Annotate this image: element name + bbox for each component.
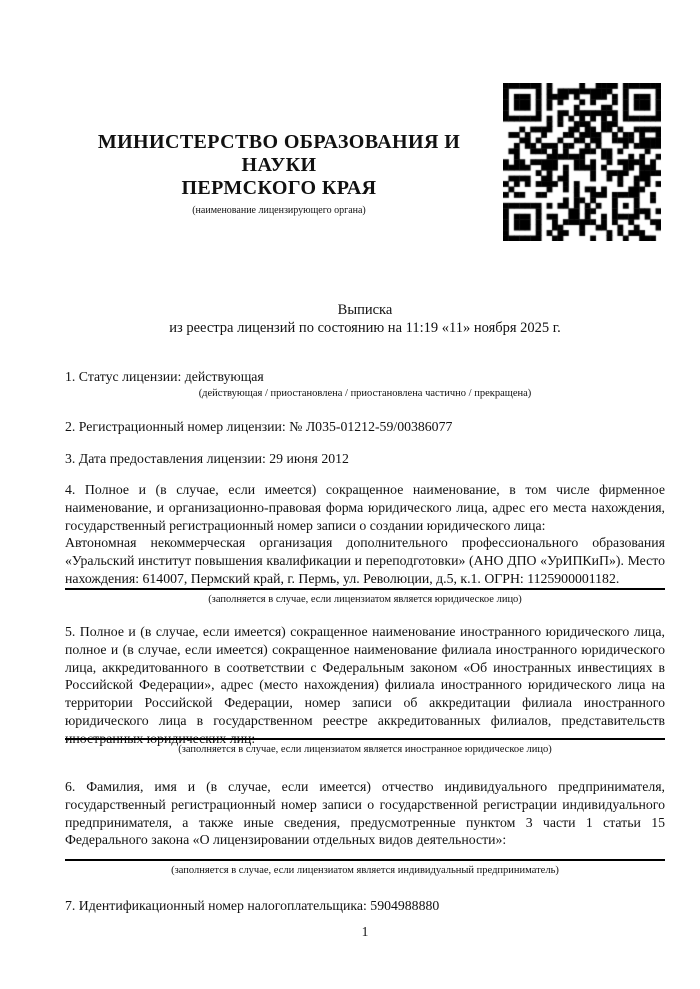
ministry-header xyxy=(63,131,495,217)
qr-code xyxy=(503,83,661,241)
item-4-legal-entity xyxy=(65,481,665,588)
item-5-foreign-entity: 5. Полное и (в случае, если имеется) сокращенное наименование иностранного юридического лица, полное и (в случае, если имеется) сокращенное наименование филиала иностранного юридического лица, аккредитованного в соответствии с Федеральным законом «Об иностранных инвестициях в Российской Федерации», адрес (место нахождения) филиала иностранного юридического лица на территории Российской Федерации, номер записи об аккредитации филиала иностранного юридического лица в государственном реестре аккредитованных филиалов, представительств иностранных юридических лиц: xyxy=(65,624,665,746)
ministry-name-line2: ПЕРМСКОГО КРАЯ xyxy=(181,177,377,199)
item-1-status: 1. Статус лицензии: действующая xyxy=(65,369,264,384)
separator-line-5 xyxy=(65,738,665,740)
item-6-caption: (заполняется в случае, если лицензиатом является индивидуальный предприниматель) xyxy=(171,865,559,876)
item-5-caption: (заполняется в случае, если лицензиатом является иностранное юридическое лицо) xyxy=(178,744,552,755)
item-3-grant-date: 3. Дата предоставления лицензии: 29 июня 2012 xyxy=(65,451,349,466)
item-7-inn: 7. Идентификационный номер налогоплательщика: 5904988880 xyxy=(65,898,440,913)
item-2-reg-number: 2. Регистрационный номер лицензии: № Л035-01212-59/00386077 xyxy=(65,419,453,434)
item-4-label: 4. Полное и (в случае, если имеется) сокращенное наименование, в том числе фирменное наименование, и организационно-правовая форма юридического лица, адрес его места нахождения, государственный регистрационный номер записи о создании юридического лица: xyxy=(65,482,665,533)
item-4-caption: (заполняется в случае, если лицензиатом является юридическое лицо) xyxy=(208,594,522,605)
item-6-entrepreneur: 6. Фамилия, имя и (в случае, если имеется) отчество индивидуального предпринимателя, государственный регистрационный номер записи о государственной регистрации индивидуального предпринимателя, а также иные сведения, предусмотренные пунктом 3 части 1 статьи 15 Федерального закона «О лицензировании отдельных видов деятельности»: xyxy=(65,779,665,848)
item-1-caption: (действующая / приостановлена / приостановлена частично / прекращена) xyxy=(198,388,532,399)
ministry-name-line1: МИНИСТЕРСТВО ОБРАЗОВАНИЯ И НАУКИ xyxy=(97,131,461,176)
ministry-caption: (наименование лицензирующего органа) xyxy=(192,205,366,216)
document-subtitle: из реестра лицензий по состоянию на 11:19 «11» ноября 2025 г. xyxy=(169,320,561,336)
document-title-block xyxy=(65,301,665,337)
document-title: Выписка xyxy=(337,302,393,318)
separator-line-6 xyxy=(65,859,665,861)
separator-line-4 xyxy=(65,588,665,590)
page-number: 1 xyxy=(361,924,369,939)
item-4-value: Автономная некоммерческая организация дополнительного профессионального образования «Уральский институт повышения квалификации и переподготовки» (АНО ДПО «УрИПКиП»). Место нахождения: 614007, Пермский край, г. Пермь, ул. Революции, д.5, к.1. ОГРН: 1125900001182. xyxy=(65,535,665,586)
